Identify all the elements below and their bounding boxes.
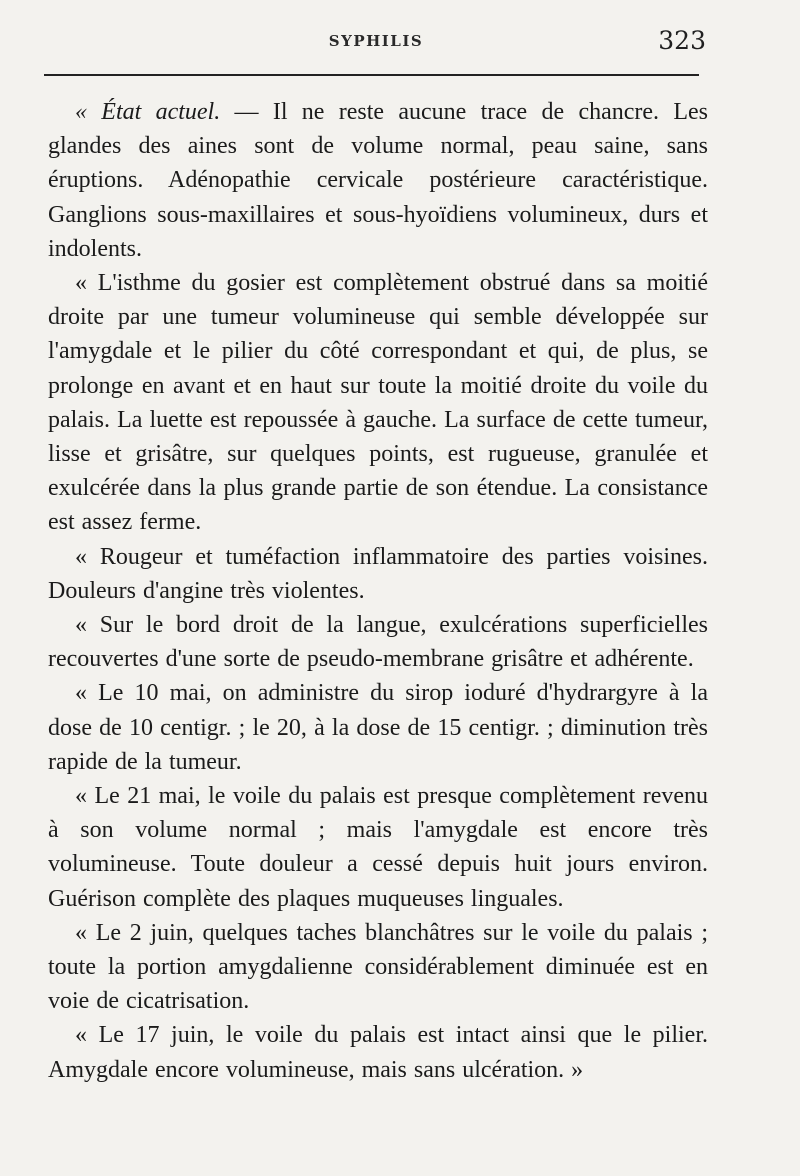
- body-text: [48, 95, 708, 1087]
- page-number: 323: [658, 26, 706, 55]
- paragraph-lead-italic: « État actuel.: [75, 99, 221, 125]
- paragraph-rougeur: « Rougeur et tuméfaction inflammatoire des parties voisines. Douleurs d'angine très violentes.: [48, 543, 708, 604]
- page-header: [46, 26, 706, 66]
- paragraph-10-mai: « Le 10 mai, on administre du sirop ioduré d'hydrargyre à la dose de 10 centigr. ; le 20, à la dose de 15 centigr. ; diminution très rapide de la tumeur.: [48, 680, 708, 775]
- paragraph-text: — Il ne reste aucune trace de chancre. Les glandes des aines sont de volume normal, peau saine, sans éruptions. Adénopathie cervicale postérieure caractéristique. Ganglions sous-maxillaires et sous-hyoïdiens volumineux, durs et indolents.: [48, 99, 708, 262]
- header-rule: [44, 74, 699, 76]
- running-title: SYPHILIS: [328, 32, 424, 50]
- paragraph-etat-actuel: [48, 95, 708, 266]
- paragraph-isthme: « L'isthme du gosier est complètement obstrué dans sa moitié droite par une tumeur volumineuse qui semble développée sur l'amygdale et le pilier du côté correspondant et qui, de plus, se prolonge en avant et en haut sur toute la moitié droite du voile du palais. La luette est repoussée à gauche. La surface de cette tumeur, lisse et grisâtre, sur quelques points, est rugueuse, granulée et exulcérée dans la plus grande partie de son étendue. La consistance est assez ferme.: [48, 270, 708, 536]
- paragraph-21-mai: « Le 21 mai, le voile du palais est presque complètement revenu à son volume normal ; mais l'amygdale est encore très volumineuse. Toute douleur a cessé depuis huit jours environ. Guérison complète des plaques muqueuses linguales.: [48, 783, 708, 912]
- paragraph-2-juin: « Le 2 juin, quelques taches blanchâtres sur le voile du palais ; toute la portion amygdalienne considérablement diminuée est en voie de cicatrisation.: [48, 919, 708, 1015]
- paragraph-17-juin: « Le 17 juin, le voile du palais est intact ainsi que le pilier. Amygdale encore volumineuse, mais sans ulcération. »: [48, 1022, 708, 1083]
- paragraph-langue: « Sur le bord droit de la langue, exulcérations superficielles recouvertes d'une sorte de pseudo-membrane grisâtre et adhérente.: [48, 612, 708, 673]
